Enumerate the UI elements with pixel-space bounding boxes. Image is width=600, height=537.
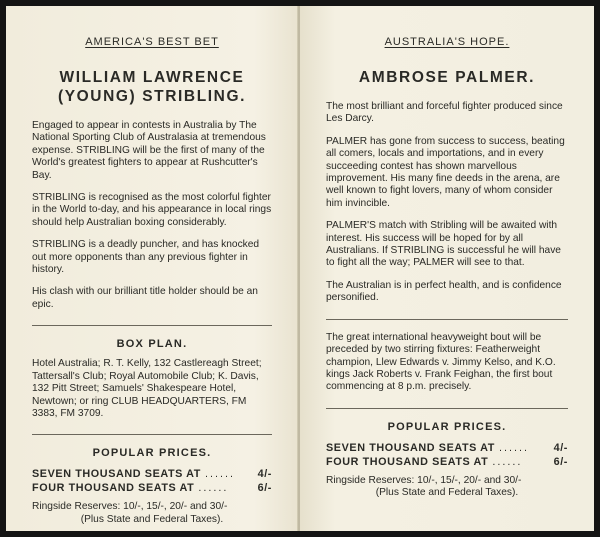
left-heading: AMERICA'S BEST BET — [85, 36, 219, 48]
right-price-row-four — [326, 455, 568, 469]
taxes-note: (Plus State and Federal Taxes). — [80, 513, 224, 525]
price-value: 4/- — [553, 441, 568, 454]
price-label: SEVEN THOUSAND SEATS AT — [32, 468, 201, 481]
price-value: 4/- — [257, 468, 272, 481]
price-dots: ...... — [498, 441, 529, 454]
right-heading: AUSTRALIA'S HOPE. — [384, 36, 510, 48]
price-dots: ...... — [198, 482, 229, 495]
box-plan-title: BOX PLAN. — [116, 338, 188, 351]
right-prices-title: POPULAR PRICES. — [387, 420, 507, 433]
stribling-name — [32, 68, 272, 106]
price-value: 6/- — [257, 482, 272, 495]
stribling-name-line2: (YOUNG) STRIBLING. — [57, 88, 247, 105]
right-divider-2 — [326, 408, 568, 409]
left-prices-title: POPULAR PRICES. — [92, 447, 212, 460]
right-paragraph-4: The Australian is in perfect health, and is confidence personified. — [326, 279, 562, 304]
right-price-row-seven — [326, 441, 568, 455]
price-label: FOUR THOUSAND SEATS AT — [326, 455, 489, 468]
stribling-name-line1: WILLIAM LAWRENCE — [59, 69, 245, 86]
palmer-name — [326, 68, 568, 87]
price-label: FOUR THOUSAND SEATS AT — [32, 482, 195, 495]
left-divider-2 — [32, 434, 272, 435]
left-paragraph-2: STRIBLING is recognised as the most colorful fighter in the World to-day, and his appearance in local rings should help Australian boxing considerably. — [32, 192, 272, 228]
left-ringside-reserves — [32, 501, 272, 526]
price-label: SEVEN THOUSAND SEATS AT — [326, 441, 495, 454]
undercard-text: The great international heavyweight bout will be preceded by two stirring fixtures: Featherweight champion, Llew Edwards v. Jimmy Kelso, and K.O. kings Jack Roberts v. Frank Feighan, the first bout commencing at 8 p.m. precisely. — [326, 331, 556, 393]
taxes-note: (Plus State and Federal Taxes). — [375, 487, 519, 499]
box-plan-text: Hotel Australia; R. T. Kelly, 132 Castlereagh Street; Tattersall's Club; Royal Automobile Club; K. Davis, 132 Pitt Street; Samuels' Shakespeare Hotel, Newtown; or ring CLUB HEADQUARTERS, FM 3383, FM 3709. — [32, 358, 262, 419]
right-page — [300, 6, 594, 531]
ringside-text: Ringside Reserves: 10/-, 15/-, 20/- and 30/- — [326, 474, 522, 486]
left-price-row-seven — [32, 467, 272, 481]
left-paragraph-3: STRIBLING is a deadly puncher, and has knocked out more opponents than any previous fighter in history. — [32, 239, 260, 276]
price-dots: ...... — [492, 455, 523, 468]
price-dots: ...... — [204, 468, 235, 481]
palmer-name-line1: AMBROSE PALMER. — [358, 69, 536, 86]
price-value: 6/- — [553, 455, 568, 468]
left-paragraph-1: Engaged to appear in contests in Australia by The National Sporting Club of Australasia at tremendous expense. STRIBLING will be the first of many of the World's greatest fighters to appear at Rushcutter's Bay. — [32, 120, 266, 181]
ringside-text: Ringside Reserves: 10/-, 15/-, 20/- and 30/- — [32, 501, 228, 513]
left-divider-1 — [32, 325, 272, 326]
left-price-row-four — [32, 481, 272, 495]
right-ringside-reserves — [326, 475, 568, 500]
right-paragraph-2: PALMER has gone from success to success, beating all comers, locals and importations, and in every succeeding contest has shown marvellous improvement. His many fine deeds in the arena, are well known to fight lovers, many of whom consider him invincible. — [326, 135, 565, 209]
left-page — [6, 6, 298, 531]
right-divider-1 — [326, 319, 568, 320]
right-paragraph-3: PALMER'S match with Stribling will be awaited with interest. His success will be hoped for by all Australians. If STRIBLING is successful he will have to fight all the way; PALMER will see to that. — [326, 220, 561, 269]
left-paragraph-4: His clash with our brilliant title holder should be an epic. — [32, 286, 258, 310]
right-paragraph-1: The most brilliant and forceful fighter produced since Les Darcy. — [326, 101, 563, 125]
